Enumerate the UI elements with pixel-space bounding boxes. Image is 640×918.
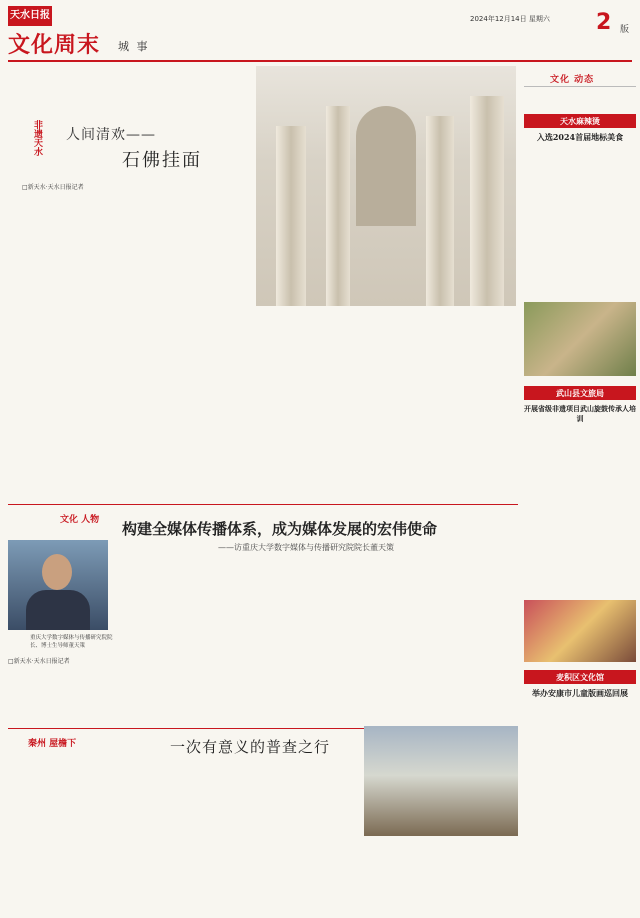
qinzhou-headline: 一次有意义的普查之行 bbox=[170, 738, 331, 756]
portrait-body bbox=[26, 590, 90, 630]
portrait-photo bbox=[8, 540, 108, 630]
news-item-2-tag: 武山县文旅局 bbox=[524, 386, 636, 400]
news-item-1-headline: 入选2024首届地标美食 bbox=[536, 132, 624, 142]
qinzhou-section-label: 秦州 屋檐下 bbox=[28, 739, 77, 749]
lead-body-col3 bbox=[178, 176, 252, 492]
noodle-strands bbox=[326, 106, 350, 306]
lead-body-col1 bbox=[22, 192, 92, 492]
people-headline: 构建全媒体传播体系，成为媒体发展的宏伟使命 bbox=[122, 520, 438, 538]
noodle-hero-photo bbox=[256, 66, 516, 306]
news-item-1-tag: 天水麻辣烫 bbox=[524, 114, 636, 128]
paper-logo: 天水日报 bbox=[8, 6, 52, 26]
portrait-caption: 重庆大学数字媒体与传播研究院院长、博士生导师董天策 bbox=[30, 635, 113, 649]
lead-body-col4 bbox=[256, 310, 518, 500]
news-item-3-headline: 举办安康市儿童版画巡回展 bbox=[532, 688, 628, 698]
right-news-column bbox=[524, 66, 636, 918]
portrait-head bbox=[42, 554, 72, 590]
people-body-col3 bbox=[222, 560, 318, 724]
column-rule bbox=[524, 86, 636, 87]
news-item-3-tag: 麦积区文化馆 bbox=[524, 670, 636, 684]
noodle-strands bbox=[426, 116, 454, 306]
section-title: 文化周末 bbox=[8, 33, 101, 58]
survey-team-photo bbox=[364, 726, 518, 836]
masthead bbox=[0, 0, 640, 70]
page-number: 2 bbox=[596, 10, 612, 35]
lead-section-tag: 非遗天水 bbox=[32, 120, 42, 156]
qinzhou-body-col2 bbox=[124, 758, 240, 914]
page-number-suffix: 版 bbox=[620, 25, 630, 35]
news-item-1-body bbox=[524, 146, 636, 302]
culture-news-label: 文化 动态 bbox=[550, 75, 595, 85]
lead-intro bbox=[110, 72, 260, 118]
section-divider bbox=[8, 504, 518, 505]
news-item-2-body bbox=[524, 418, 636, 598]
lead-title-line1: 人间清欢—— bbox=[66, 127, 156, 143]
masthead-rule bbox=[8, 60, 632, 62]
people-subheadline: ——访重庆大学数字媒体与传播研究院院长董天策 bbox=[218, 543, 394, 552]
people-body-col2 bbox=[120, 560, 216, 724]
news-item-1-photo bbox=[524, 302, 636, 376]
qinzhou-body-col3 bbox=[246, 758, 358, 914]
lead-byline: □新天水·天水日报记者 bbox=[22, 184, 84, 191]
noodle-strands bbox=[276, 126, 306, 306]
photo-arch-shape bbox=[356, 106, 416, 226]
people-body-col1 bbox=[8, 666, 114, 726]
lead-title-line2: 石佛挂面 bbox=[122, 150, 202, 171]
qinzhou-body-col1 bbox=[8, 758, 118, 914]
section-subtitle: 城 事 bbox=[118, 40, 150, 53]
news-item-2-headline: 开展省级非遗项目武山旋鼓传承人培训 bbox=[524, 404, 636, 423]
dateline: 2024年12月14日 星期六 bbox=[470, 15, 550, 23]
news-item-3-body bbox=[524, 702, 636, 912]
people-section-label: 文化 人物 bbox=[60, 515, 100, 525]
noodle-strands bbox=[470, 96, 504, 306]
people-byline: □新天水·天水日报记者 bbox=[8, 658, 70, 665]
news-item-2-photo bbox=[524, 600, 636, 662]
people-body-col4 bbox=[324, 560, 518, 724]
lead-body-col2 bbox=[98, 176, 172, 492]
